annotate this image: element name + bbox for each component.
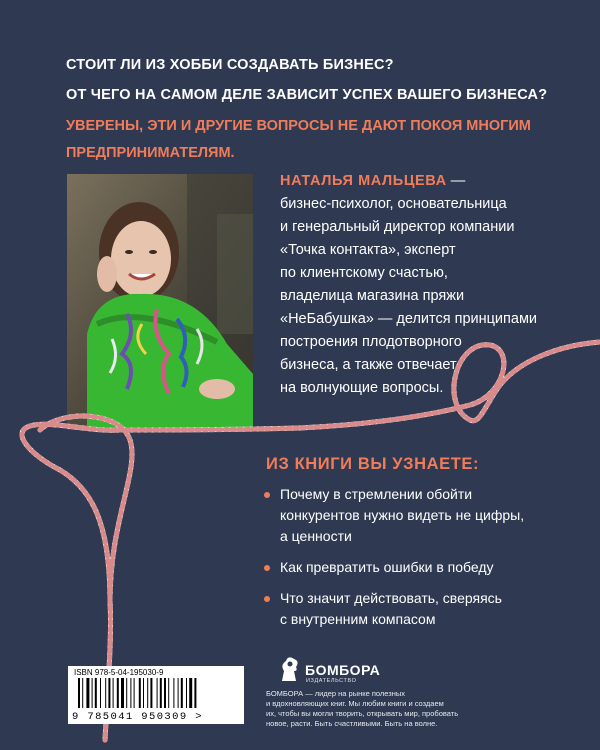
bombora-logo-icon — [276, 653, 302, 683]
barcode-bar — [168, 678, 169, 708]
publisher-blurb — [266, 689, 516, 729]
publisher-name: БОМБОРА — [305, 662, 381, 678]
blurb-line: и вдохновляющих книг. Мы любим книги и создаем — [266, 699, 444, 708]
barcode-bar — [78, 678, 80, 708]
bio-line-2: и генеральный директор компании — [280, 219, 515, 235]
isbn-text: ISBN 978-5-04-195030-9 — [74, 668, 164, 677]
bullet-dot-icon — [264, 492, 270, 498]
barcode-bar — [139, 678, 141, 708]
lead-line-1: УВЕРЕНЫ, ЭТИ И ДРУГИЕ ВОПРОСЫ НЕ ДАЮТ ПОКОЯ МНОГИМ — [66, 118, 531, 134]
list-item — [264, 484, 574, 547]
barcode-bar — [150, 678, 152, 708]
barcode-bar — [186, 678, 187, 708]
barcode-bar — [189, 678, 192, 708]
list-item-line: а ценности — [280, 528, 352, 544]
list-item — [264, 588, 574, 630]
barcode-bar — [164, 678, 166, 708]
barcode-bar — [121, 678, 124, 708]
barcode-bar — [181, 678, 183, 708]
author-photo — [67, 174, 253, 430]
list-item — [264, 557, 574, 578]
list-item-line: Что значит действовать, сверяясь — [280, 590, 502, 606]
publisher-subtitle: ИЗДАТЕЛЬСТВО — [306, 678, 357, 684]
question-2: ОТ ЧЕГО НА САМОМ ДЕЛЕ ЗАВИСИТ УСПЕХ ВАШЕГО БИЗНЕСА? — [66, 87, 548, 103]
barcode-bar — [95, 678, 97, 708]
barcode-bar — [160, 678, 162, 708]
barcode-digits: 9 785041 950309 > — [72, 711, 203, 723]
barcode-bar — [143, 678, 144, 708]
barcode-bar — [147, 678, 148, 708]
list-item-line: Почему в стремлении обойти — [280, 486, 473, 502]
blurb-line: новое, расти. Быть счастливыми. Быть на волне. — [266, 719, 438, 728]
barcode-bar — [117, 678, 119, 708]
list-item-line: Как превратить ошибки в победу — [280, 559, 494, 575]
barcode-bar — [113, 678, 114, 708]
barcode-bar — [126, 678, 127, 708]
author-name: НАТАЛЬЯ МАЛЬЦЕВА — [280, 173, 447, 189]
blurb-line: БОМБОРА — лидер на рынке полезных — [266, 689, 406, 698]
lead-text — [66, 113, 536, 167]
bio-line-8: бизнеса, а также отвечает — [280, 357, 457, 373]
blurb-line: их, чтобы вы могли творить, открывать мир, пробовать — [266, 709, 459, 718]
barcode-bar — [92, 678, 93, 708]
bio-line-1: бизнес-психолог, основательница — [280, 196, 507, 212]
bio-line-3: «Точка контакта», эксперт — [280, 242, 456, 258]
barcode-bar — [86, 678, 89, 708]
bio-line-4: по клиентскому счастью, — [280, 265, 448, 281]
barcode-bar — [105, 678, 106, 708]
barcode-bar — [157, 678, 158, 708]
bio-line-5: владелица магазина пряжи — [280, 288, 465, 304]
bio-line-7: построения плодотворного — [280, 334, 462, 350]
barcode-bar — [82, 678, 83, 708]
barcode-bar — [100, 678, 101, 708]
question-1: СТОИТ ЛИ ИЗ ХОББИ СОЗДАВАТЬ БИЗНЕС? — [66, 57, 394, 73]
learn-list — [264, 484, 574, 640]
barcode-bar — [108, 678, 110, 708]
bullet-dot-icon — [264, 596, 270, 602]
barcode-bar — [173, 678, 174, 708]
list-item-line: конкурентов нужно видеть не цифры, — [280, 507, 525, 523]
barcode — [68, 666, 244, 724]
barcode-bars-icon — [78, 678, 234, 708]
barcode-bar — [130, 678, 131, 708]
author-dash: — — [446, 173, 466, 189]
author-photo-illustration — [67, 174, 253, 430]
lead-line-2: ПРЕДПРИНИМАТЕЛЯМ. — [66, 145, 235, 161]
bullet-dot-icon — [264, 565, 270, 571]
list-item-line: с внутренним компасом — [280, 611, 436, 627]
author-bio — [264, 170, 584, 400]
barcode-bar — [134, 678, 135, 708]
bio-line-9: на волнующие вопросы. — [280, 380, 444, 396]
barcode-bar — [178, 678, 179, 708]
learn-heading: ИЗ КНИГИ ВЫ УЗНАЕТЕ: — [266, 455, 480, 473]
bio-line-6: «НеБабушка» — делится принципами — [280, 311, 538, 327]
barcode-bar — [194, 678, 196, 708]
